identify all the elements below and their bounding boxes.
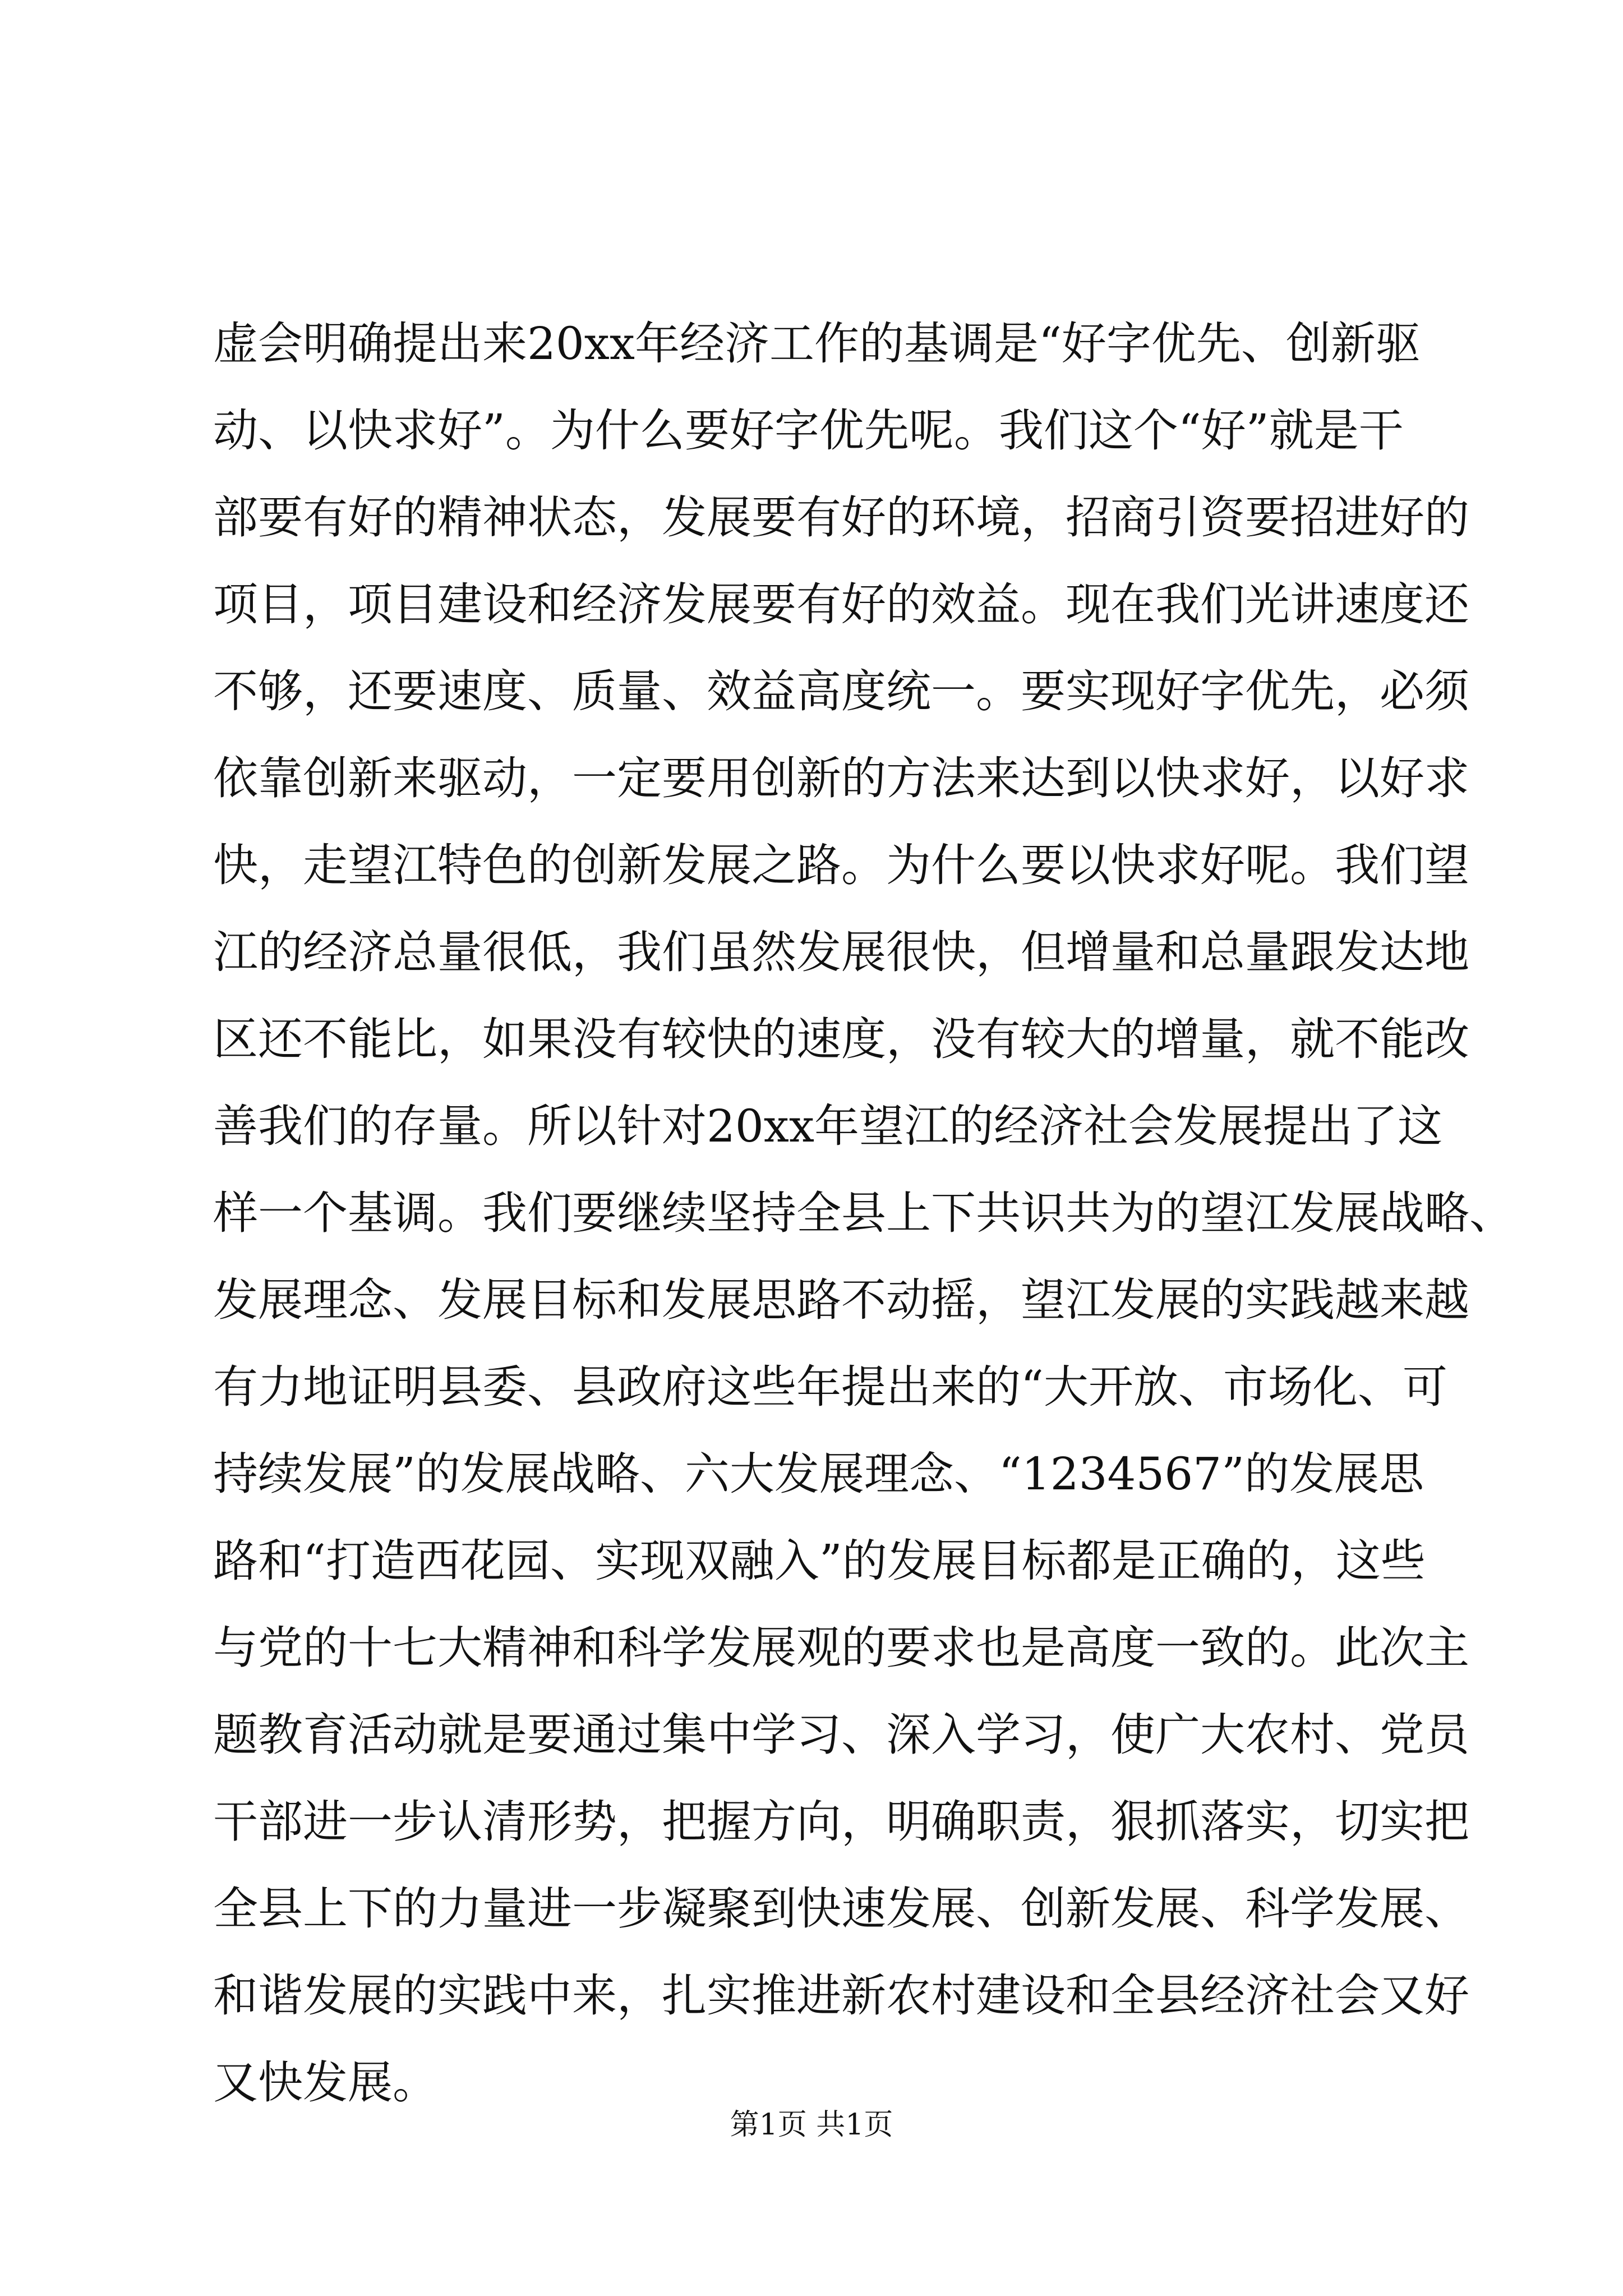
text-line: 样一个基调。我们要继续坚持全县上下共识共为的望江发展战略、 [213, 1187, 1514, 1239]
text-line: 快，走望江特色的创新发展之路。为什么要以快求好呢。我们望 [213, 839, 1469, 891]
text-line: 持续发展”的发展战略、六大发展理念、“1234567”的发展思 [213, 1448, 1424, 1500]
text-line: 发展理念、发展目标和发展思路不动摇，望江发展的实践越来越 [213, 1274, 1469, 1326]
text-line: 路和“打造西花园、实现双融入”的发展目标都是正确的，这些 [213, 1535, 1426, 1587]
text-line: 区还不能比，如果没有较快的速度，没有较大的增量，就不能改 [213, 1013, 1469, 1065]
page-number-footer: 第1页 共1页 [730, 2108, 893, 2142]
text-line: 全县上下的力量进一步凝聚到快速发展、创新发展、科学发展、 [213, 1883, 1469, 1935]
text-line: 不够，还要速度、质量、效益高度统一。要实现好字优先，必须 [213, 665, 1469, 717]
text-line: 又快发展。 [213, 2056, 437, 2109]
document-body [213, 300, 1514, 2126]
text-line: 虚会明确提出来20xx年经济工作的基调是“好字优先、创新驱 [213, 318, 1421, 370]
text-line: 与党的十七大精神和科学发展观的要求也是高度一致的。此次主 [213, 1622, 1469, 1674]
text-line: 题教育活动就是要通过集中学习、深入学习，使广大农村、党员 [213, 1709, 1469, 1761]
text-line: 江的经济总量很低，我们虽然发展很快，但增量和总量跟发达地 [213, 926, 1469, 978]
text-line: 善我们的存量。所以针对20xx年望江的经济社会发展提出了这 [213, 1100, 1443, 1152]
text-line: 和谐发展的实践中来，扎实推进新农村建设和全县经济社会又好 [213, 1970, 1469, 2022]
text-line: 干部进一步认清形势，把握方向，明确职责，狠抓落实，切实把 [213, 1796, 1469, 1848]
text-line: 依靠创新来驱动，一定要用创新的方法来达到以快求好，以好求 [213, 752, 1469, 804]
text-line: 动、以快求好”。为什么要好字优先呢。我们这个“好”就是干 [213, 404, 1404, 457]
text-line: 项目，项目建设和经济发展要有好的效益。现在我们光讲速度还 [213, 578, 1469, 631]
text-line: 有力地证明县委、县政府这些年提出来的“大开放、市场化、可 [213, 1361, 1447, 1413]
text-line: 部要有好的精神状态，发展要有好的环境，招商引资要招进好的 [213, 491, 1469, 544]
